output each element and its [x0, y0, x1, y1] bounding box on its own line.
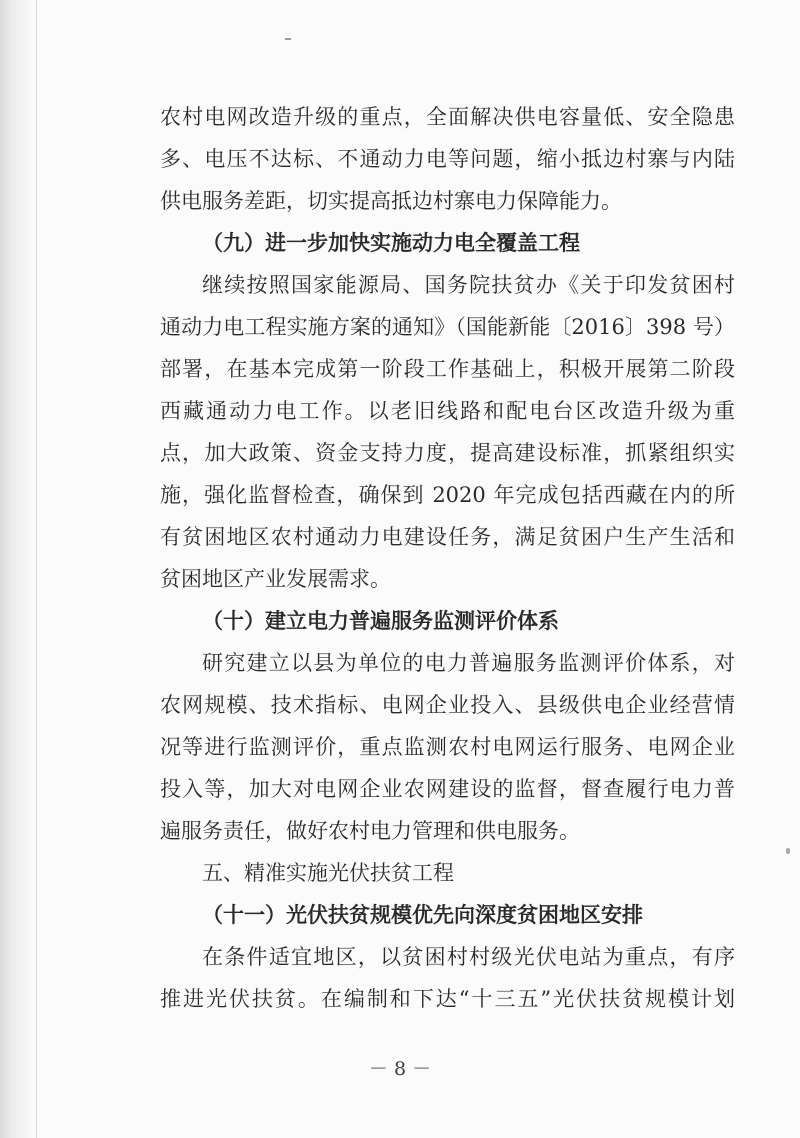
text-line-1: 农村电网改造升级的重点，全面解决供电容量低、安全隐患 — [160, 105, 735, 129]
text-line-14: 研究建立以县为单位的电力普遍服务监测评价体系，对 — [202, 651, 735, 675]
text-line-22: 推进光伏扶贫。在编制和下达“十三五”光伏扶贫规模计划 — [160, 987, 735, 1011]
text-line-3: 供电服务差距，切实提高抵边村寨电力保障能力。 — [160, 189, 622, 213]
text-line-16: 况等进行监测评价，重点监测农村电网运行服务、电网企业 — [160, 735, 735, 759]
scan-edge-shadow — [0, 0, 30, 1138]
heading-section-11: （十一）光伏扶贫规模优先向深度贫困地区安排 — [202, 903, 643, 927]
page-number: － 8 － — [368, 1058, 432, 1080]
text-line-11: 有贫困地区农村通动力电建设任务，满足贫困户生产生活和 — [160, 525, 735, 549]
text-line-5: 继续按照国家能源局、国务院扶贫办《关于印发贫困村 — [202, 273, 735, 297]
scan-artifact-mark — [285, 38, 291, 40]
text-line-15: 农网规模、技术指标、电网企业投入、县级供电企业经营情 — [160, 693, 735, 717]
heading-section-10: （十）建立电力普遍服务监测评价体系 — [202, 609, 559, 633]
text-line-12: 贫困地区产业发展需求。 — [160, 567, 391, 591]
text-line-18: 遍服务责任，做好农村电力管理和供电服务。 — [160, 819, 580, 843]
text-line-2: 多、电压不达标、不通动力电等问题，缩小抵边村寨与内陆 — [160, 147, 735, 171]
text-line-21: 在条件适宜地区，以贫困村村级光伏电站为重点，有序 — [202, 945, 735, 969]
scan-artifact-speck — [786, 848, 790, 854]
scan-edge-line — [36, 0, 37, 1138]
text-line-8: 西藏通动力电工作。以老旧线路和配电台区改造升级为重 — [160, 399, 735, 423]
text-line-10: 施，强化监督检查，确保到 2020 年完成包括西藏在内的所 — [160, 483, 735, 507]
text-line-6: 通动力电工程实施方案的通知》（国能新能〔2016〕398 号） — [160, 315, 735, 339]
heading-section-9: （九）进一步加快实施动力电全覆盖工程 — [202, 231, 580, 255]
heading-chapter-5: 五、精准实施光伏扶贫工程 — [202, 861, 454, 885]
text-line-7: 部署，在基本完成第一阶段工作基础上，积极开展第二阶段 — [160, 357, 735, 381]
body-text — [160, 96, 735, 1020]
text-line-9: 点，加大政策、资金支持力度，提高建设标准，抓紧组织实 — [160, 441, 735, 465]
text-line-17: 投入等，加大对电网企业农网建设的监督，督查履行电力普 — [160, 777, 735, 801]
